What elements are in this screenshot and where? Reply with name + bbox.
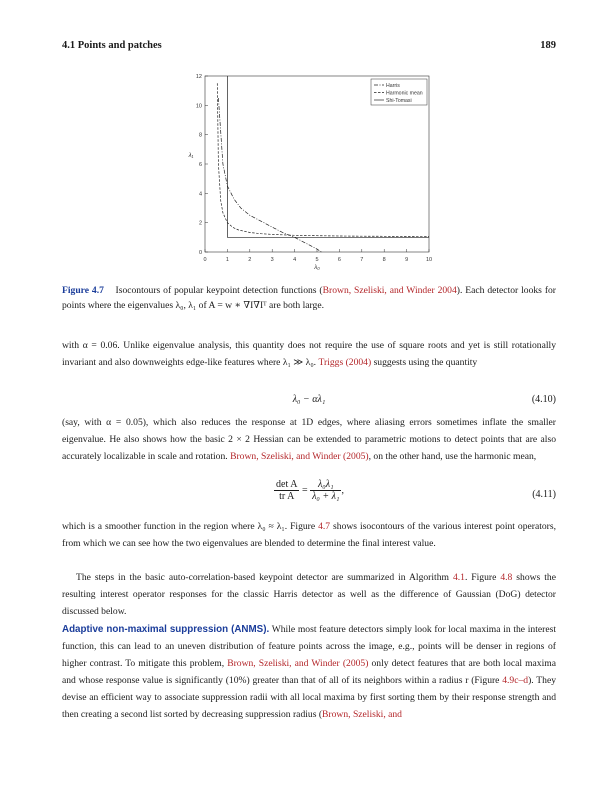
para1-text-2: suggests using the quantity — [371, 357, 478, 368]
lhs-numerator: det A — [276, 479, 298, 490]
series-line-harmonic-mean — [217, 83, 429, 236]
x-tick-label: 0 — [203, 257, 207, 263]
para4-text-2: . Figure — [464, 572, 501, 583]
figure-ref-4-7[interactable]: 4.7 — [318, 521, 331, 532]
caption-text-2: ). Each detector looks for points where the eigenvalues λ₀, λ₁ of A = w ∗ ∇I∇Iᵀ are both large. — [62, 285, 557, 311]
equation-4-10 — [62, 394, 556, 410]
caption-text-1: Isocontours of popular keypoint detection functions ( — [115, 285, 323, 296]
x-tick-label: 10 — [425, 257, 433, 263]
citation-brown-2005-b[interactable]: Brown, Szeliski, and Winder (2005) — [227, 658, 369, 669]
algorithm-ref-4-1[interactable]: 4.1 — [452, 572, 465, 583]
para4-text-1: The steps in the basic auto-correlation-based keypoint detector are summarized in Algorithm — [76, 572, 453, 583]
y-tick-label: 12 — [195, 74, 202, 80]
y-tick-label: 2 — [198, 220, 202, 227]
figure-label: Figure 4.7 — [62, 285, 104, 296]
isocontour-chart — [188, 70, 445, 272]
page-number: 189 — [540, 40, 556, 51]
para3-text-2: shows isocontours of the various interest point operators, from which we can see how the two eigenvalues are blended to determine the final interest value. — [62, 521, 557, 549]
legend-entry: Shi-Tomasi — [386, 98, 412, 104]
rhs-numerator: λ₀λ₁ — [310, 479, 341, 491]
rhs-denominator: λ₀ + λ₁ — [312, 491, 340, 502]
caption-citation[interactable]: Brown, Szeliski, and Winder 2004 — [322, 285, 457, 296]
para5-text-3: ). They devise an efficient way to associate suppression radii with all local maxima by first sorting them by their response strength and then creating a second list sorted by decreasing suppression radius ( — [62, 675, 557, 720]
y-tick-label: 0 — [198, 250, 202, 256]
running-header-section: 4.1 Points and patches — [62, 40, 162, 51]
figure-caption — [62, 284, 556, 313]
legend-entry: Harris — [386, 83, 400, 89]
x-tick-label: 7 — [360, 257, 364, 263]
citation-brown-tail[interactable]: Brown, Szeliski, and — [322, 709, 402, 720]
para5-text-1: While most feature detectors simply look for local maxima in the interest function, this can lead to an uneven distribution of feature points across the image, e.g., points will be denser in regions of higher contrast. To mitigate this problem, — [62, 624, 556, 669]
equation-4-11: $\frac{\text{det A}}{\text{tr A}}$ = $\frac{\text{λ₀λ₁}}{\text{λ₀ + λ₁}}$ , (4.11) — [276, 479, 556, 502]
paragraph-5 — [62, 621, 556, 723]
x-tick-label: 4 — [293, 257, 297, 263]
rhs-fraction — [310, 479, 341, 502]
y-tick-label: 6 — [198, 162, 202, 168]
y-tick-label: 4 — [198, 191, 202, 198]
legend-entry: Harmonic mean — [386, 90, 423, 97]
x-axis-label: λ₀ — [314, 265, 320, 271]
para1-text-1: with α = 0.06. Unlike eigenvalue analysis, this quantity does not require the use of square roots and yet is still rotationally invariant and also downweights edge-like features where λ₁ ≫ λ₀. — [62, 340, 556, 368]
x-tick-label: 6 — [337, 257, 341, 263]
y-axis-label: λ₁ — [188, 152, 194, 159]
x-tick-label: 9 — [405, 257, 409, 263]
citation-triggs[interactable]: Triggs (2004) — [318, 357, 372, 368]
para2-text-2: , on the other hand, use the harmonic mean, — [368, 451, 537, 462]
x-tick-label: 3 — [270, 257, 274, 263]
para2-text-1: (say, with α = 0.05), which also reduces the response at 1D edges, where aliasing errors sometimes inflate the smaller eigenvalue. He also shows how the basic 2 × 2 Hessian can be extended to parametric motions to detect points that are also accurately localizable in scale and rotation. — [62, 417, 556, 462]
para4-text-3: shows the resulting interest operator responses for the classic Harris detector as well as the difference of Gaussian (DoG) detector discussed below. — [62, 572, 556, 617]
lhs-denominator: tr A — [279, 491, 295, 502]
figure-ref-4-8[interactable]: 4.8 — [500, 572, 513, 583]
paragraph-4 — [62, 569, 556, 620]
para5-text-2: only detect features that are both local maxima and whose response value is significantly (10%) greater than that of all of its neighbors within a radius r (Figure — [62, 658, 556, 686]
x-tick-label: 8 — [382, 257, 386, 263]
y-tick-label: 8 — [198, 132, 202, 139]
equation-4-11-number: (4.11) — [532, 489, 556, 500]
figure-ref-4-9[interactable]: 4.9c–d — [502, 675, 529, 686]
x-tick-label: 5 — [315, 257, 319, 263]
y-tick-label: 10 — [195, 103, 202, 110]
paragraph-3 — [62, 518, 556, 552]
equation-4-10-body: λ₀ − αλ₁ — [292, 394, 326, 405]
section-heading-anms: Adaptive non-maximal suppression (ANMS). — [62, 624, 270, 635]
citation-brown-2005[interactable]: Brown, Szeliski, and Winder (2005) — [230, 451, 369, 462]
equation-4-10-number: (4.10) — [531, 394, 556, 405]
x-tick-label: 1 — [225, 257, 229, 263]
paragraph-1 — [62, 337, 556, 371]
x-tick-label: 2 — [248, 257, 252, 263]
paragraph-2 — [62, 414, 556, 465]
para3-text-1: which is a smoother function in the region where λ₀ ≈ λ₁. Figure — [62, 521, 319, 532]
lhs-fraction — [274, 479, 299, 502]
series-line-harris — [218, 98, 321, 252]
